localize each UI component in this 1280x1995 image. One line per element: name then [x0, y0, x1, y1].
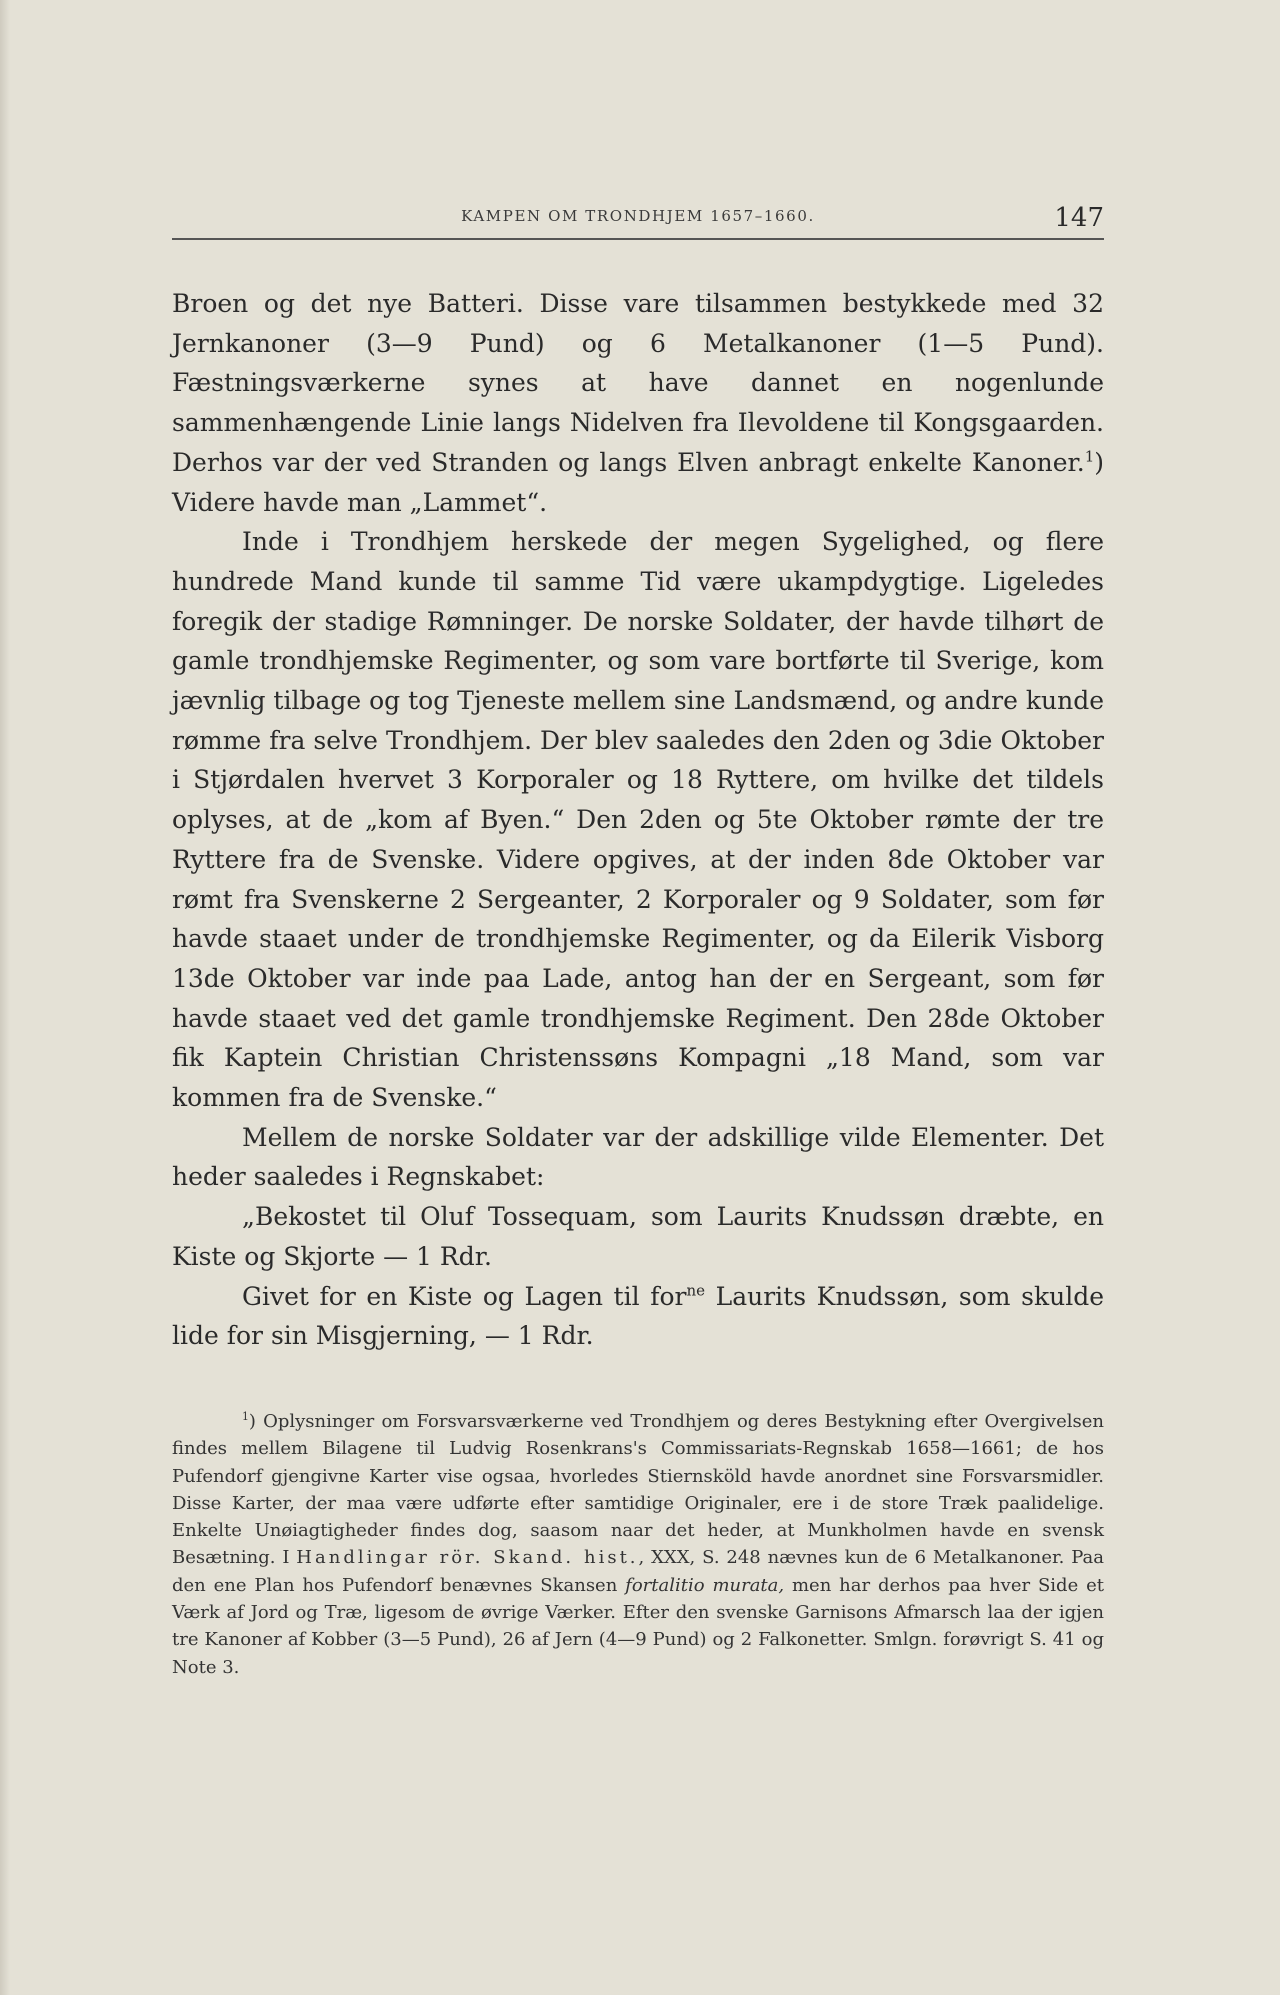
- page-edge: [0, 0, 10, 1995]
- paragraph-3: Mellem de norske Soldater var der adskillige vilde Elementer. Det heder saaledes i Regnskabet:: [172, 1122, 1104, 1192]
- paragraph-5-text-end: Laurits Knudssøn, som skulde lide for sin Misgjerning, — 1 Rdr.: [172, 1281, 1104, 1351]
- abbreviation-superscript: ne: [686, 1281, 706, 1300]
- footnotes: [172, 1408, 1104, 1681]
- page-number: 147: [1054, 203, 1104, 233]
- footnote-italic-term: fortalitio murata,: [625, 1574, 785, 1596]
- footnote-text: ) Oplysninger om Forsvarsværkerne ved Trondhjem og deres Bestykning efter Overgivelsen findes mellem Bilagene til Ludvig Rosenkrans's Commissariats-Regnskab 1658—1661; de hos Pufendorf gjengivne Karter vise ogsaa, hvorledes Stiernsköld havde anordnet sine Forsvarsmidler. Disse Karter, der maa være udførte efter samtidige Originaler, ere i de store Træk paalidelige. Enkelte Unøiagtigheder findes dog, saasom naar det heder, at Munkholmen havde en svensk Besætning. I: [172, 1411, 1104, 1569]
- footnote-spaced-title: Handlingar rör. Skand. hist.: [296, 1547, 639, 1569]
- paragraph-2: Inde i Trondhjem herskede der megen Sygelighed, og flere hundrede Mand kunde til samme Tid være ukampdygtige. Ligeledes foregik der stadige Rømninger. De norske Soldater, der havde tilhørt de gamle trondhjemske Regimenter, og som vare bortførte til Sverige, kom jævnlig tilbage og tog Tjeneste mellem sine Landsmænd, og andre kunde rømme fra selve Trondhjem. Der blev saaledes den 2den og 3die Oktober i Stjørdalen hvervet 3 Korporaler og 18 Ryttere, om hvilke det tildels oplyses, at de „kom af Byen.“ Den 2den og 5te Oktober rømte der tre Ryttere fra de Svenske. Videre opgives, at der inden 8de Oktober var rømt fra Svenskerne 2 Sergeanter, 2 Korporaler og 9 Soldater, som før havde staaet under de trondhjemske Regimenter, og da Eilerik Visborg 13de Oktober var inde paa Lade, antog han der en Sergeant, som før havde staaet ved det gamle trondhjemske Regiment. Den 28de Oktober fik Kaptein Christian Christenssøns Kompagni „18 Mand, som var kommen fra de Svenske.“: [172, 527, 1104, 1113]
- footnote-ref-1: 1: [1084, 447, 1095, 466]
- running-head: KAMPEN OM TRONDHJEM 1657–1660.: [461, 207, 815, 225]
- footnote-text-2: , XXX, S. 248 nævnes kun de 6 Metalkanoner. Paa den ene Plan hos Pufendorf benævnes Skansen: [172, 1547, 1105, 1596]
- footnote-text-3: men har derhos paa hver Side et Værk af Jord og Træ, ligesom de øvrige Værker. Efter den svenske Garnisons Afmarsch laa der igjen tre Kanoner af Kobber (3—5 Pund), 26 af Jern (4—9 Pund) og 2 Falkonetter. Smlgn. forøvrigt S. 41 og Note 3.: [172, 1574, 1104, 1678]
- footnote-1: [172, 1408, 1104, 1681]
- body-text: [172, 284, 1104, 1356]
- page-header: [172, 203, 1104, 237]
- footnote-marker: 1: [242, 1410, 249, 1423]
- paragraph-1-text-end: ) Videre havde man „Lammet“.: [172, 447, 1104, 517]
- paragraph-4: „Bekostet til Oluf Tossequam, som Laurits Knudssøn dræbte, en Kiste og Skjorte — 1 Rdr.: [172, 1202, 1104, 1271]
- paragraph-1-text: Broen og det nye Batteri. Disse vare tilsammen bestykkede med 32 Jernkanoner (3—9 Pund) og 6 Metalkanoner (1—5 Pund). Fæstningsværkerne synes at have dannet en nogenlunde sammenhængende Linie langs Nidelven fra Ilevoldene til Kongsgaarden. Derhos var der ved Stranden og langs Elven anbragt enkelte Kanoner.: [172, 289, 1104, 477]
- paragraph-1: [172, 284, 1104, 522]
- paragraph-5: [172, 1277, 1104, 1356]
- paragraph-5-text: Givet for en Kiste og Lagen til for: [242, 1281, 687, 1311]
- header-rule: [172, 238, 1104, 240]
